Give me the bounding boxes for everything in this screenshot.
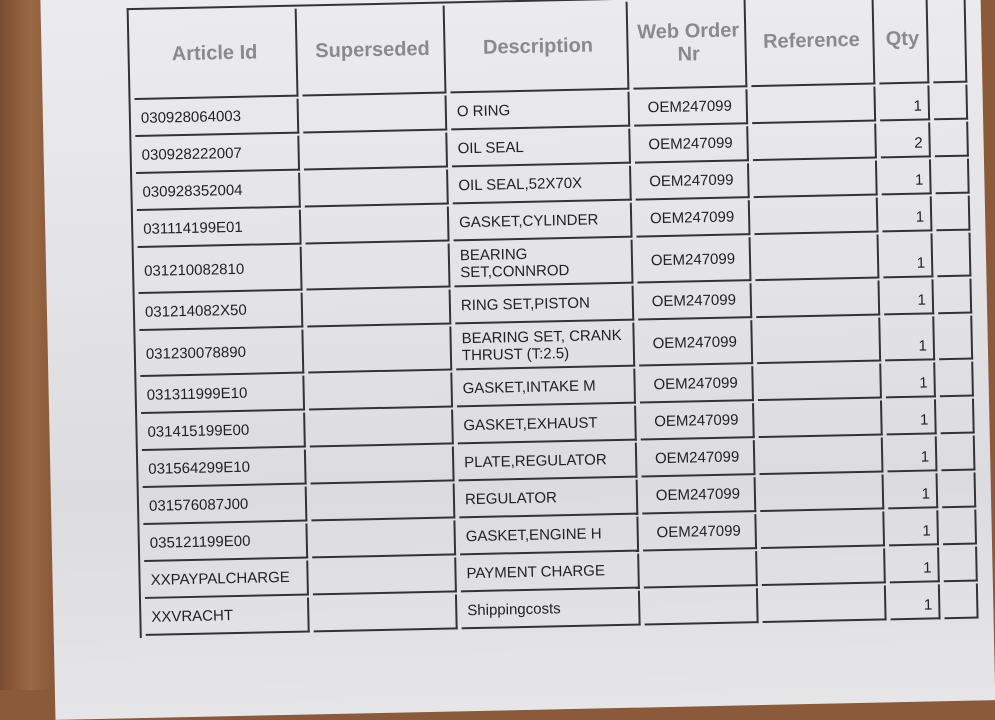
cell-description: GASKET,EXHAUST [457, 406, 637, 445]
cell-web-order-nr: OEM247099 [642, 514, 757, 551]
cell-description: GASKET,ENGINE H [459, 517, 639, 556]
cell-description: Shippingcosts [461, 591, 641, 630]
cell-reference [762, 585, 887, 623]
cell-article-id: 035121199E00 [143, 524, 308, 562]
cell-web-order-nr: OEM247099 [641, 440, 756, 477]
cell-reference [751, 87, 876, 125]
header-article-id: Article Id [133, 9, 299, 100]
header-reference: Reference [750, 0, 876, 87]
cell-description: REGULATOR [459, 480, 639, 519]
cell-description: OIL SEAL,52X70X [452, 166, 632, 205]
cell-qty: 1 [883, 279, 934, 315]
cell-qty: 1 [879, 85, 930, 121]
cell-extra [937, 233, 972, 278]
cell-reference [753, 161, 878, 199]
cell-reference [754, 198, 879, 236]
cell-article-id: 031214082X50 [139, 293, 304, 331]
cell-description: OIL SEAL [451, 129, 631, 168]
parts-table [127, 0, 983, 638]
cell-reference [752, 124, 877, 162]
header-web-order-nr: Web Order Nr [632, 0, 748, 90]
cell-description: PLATE,REGULATOR [458, 443, 638, 482]
cell-qty: 1 [881, 159, 932, 195]
header-row [133, 0, 968, 100]
cell-qty: 1 [888, 473, 939, 509]
cell-extra [934, 122, 969, 158]
cell-description: BEARING SET, CRANK THRUST (T:2.5) [455, 323, 635, 371]
cell-reference [761, 548, 886, 586]
cell-superseded [306, 243, 451, 290]
cell-article-id: 031311999E10 [140, 376, 305, 414]
cell-article-id: 030928352004 [136, 173, 301, 211]
cell-web-order-nr: OEM247099 [636, 200, 751, 237]
cell-web-order-nr: OEM247099 [634, 126, 749, 163]
cell-qty: 1 [889, 547, 940, 583]
cell-extra [936, 196, 971, 232]
cell-article-id: XXPAYPALCHARGE [144, 561, 309, 599]
cell-superseded [307, 289, 452, 327]
cell-article-id: 031576087J00 [143, 487, 308, 525]
cell-superseded [305, 206, 450, 244]
cell-description: RING SET,PISTON [455, 286, 635, 325]
paper-document [40, 0, 995, 720]
header-description: Description [449, 2, 630, 94]
cell-superseded [310, 446, 455, 484]
cell-superseded [311, 483, 456, 521]
cell-web-order-nr: OEM247099 [635, 163, 750, 200]
cell-description: GASKET,INTAKE M [456, 369, 636, 408]
cell-superseded [309, 409, 454, 447]
header-superseded: Superseded [301, 6, 447, 97]
cell-qty: 1 [883, 233, 934, 278]
cell-qty: 1 [882, 196, 933, 232]
cell-reference [759, 437, 884, 475]
cell-article-id: XXVRACHT [145, 598, 310, 636]
cell-reference [756, 280, 881, 318]
cell-extra [938, 316, 973, 361]
cell-superseded [303, 133, 448, 171]
cell-reference [755, 234, 880, 281]
cell-qty: 1 [885, 362, 936, 398]
cell-reference [757, 363, 882, 401]
cell-qty: 1 [886, 399, 937, 435]
cell-web-order-nr: OEM247099 [640, 403, 755, 440]
cell-web-order-nr [644, 588, 759, 625]
cell-extra [935, 159, 970, 195]
cell-article-id: 031564299E10 [142, 450, 307, 488]
cell-superseded [304, 169, 449, 207]
cell-qty: 1 [888, 510, 939, 546]
cell-superseded [312, 557, 457, 595]
header-extra [932, 0, 968, 83]
cell-reference [760, 474, 885, 512]
cell-superseded [307, 326, 452, 373]
cell-extra [933, 85, 968, 121]
cell-description: O RING [451, 92, 631, 131]
cell-description: PAYMENT CHARGE [460, 554, 640, 593]
cell-superseded [308, 372, 453, 410]
cell-web-order-nr: OEM247099 [639, 366, 754, 403]
cell-web-order-nr: OEM247099 [638, 320, 753, 366]
cell-article-id: 031230078890 [139, 330, 304, 377]
cell-article-id: 031415199E00 [141, 413, 306, 451]
cell-description: BEARING SET,CONNROD [454, 240, 634, 288]
cell-web-order-nr: OEM247099 [638, 283, 753, 320]
header-qty: Qty [878, 0, 930, 84]
cell-reference [760, 511, 885, 549]
cell-web-order-nr: OEM247099 [637, 237, 752, 283]
cell-extra [942, 510, 977, 546]
cell-article-id: 030928064003 [135, 99, 300, 137]
cell-reference [756, 317, 881, 364]
cell-extra [943, 546, 978, 582]
cell-extra [937, 279, 972, 315]
cell-extra [941, 436, 976, 472]
cell-web-order-nr [643, 551, 758, 588]
cell-web-order-nr: OEM247099 [642, 477, 757, 514]
cell-reference [758, 400, 883, 438]
cell-extra [944, 583, 979, 619]
cell-article-id: 030928222007 [135, 136, 300, 174]
cell-qty: 2 [880, 122, 931, 158]
cell-qty: 1 [884, 316, 935, 361]
cell-article-id: 031210082810 [138, 247, 303, 294]
cell-extra [940, 399, 975, 435]
cell-web-order-nr: OEM247099 [633, 89, 748, 126]
cell-superseded [303, 96, 448, 134]
cell-superseded [311, 520, 456, 558]
cell-extra [939, 362, 974, 398]
cell-qty: 1 [890, 584, 941, 620]
cell-qty: 1 [887, 436, 938, 472]
cell-extra [942, 473, 977, 509]
cell-article-id: 031114199E01 [137, 210, 302, 248]
cell-superseded [313, 594, 458, 632]
cell-description: GASKET,CYLINDER [453, 203, 633, 242]
